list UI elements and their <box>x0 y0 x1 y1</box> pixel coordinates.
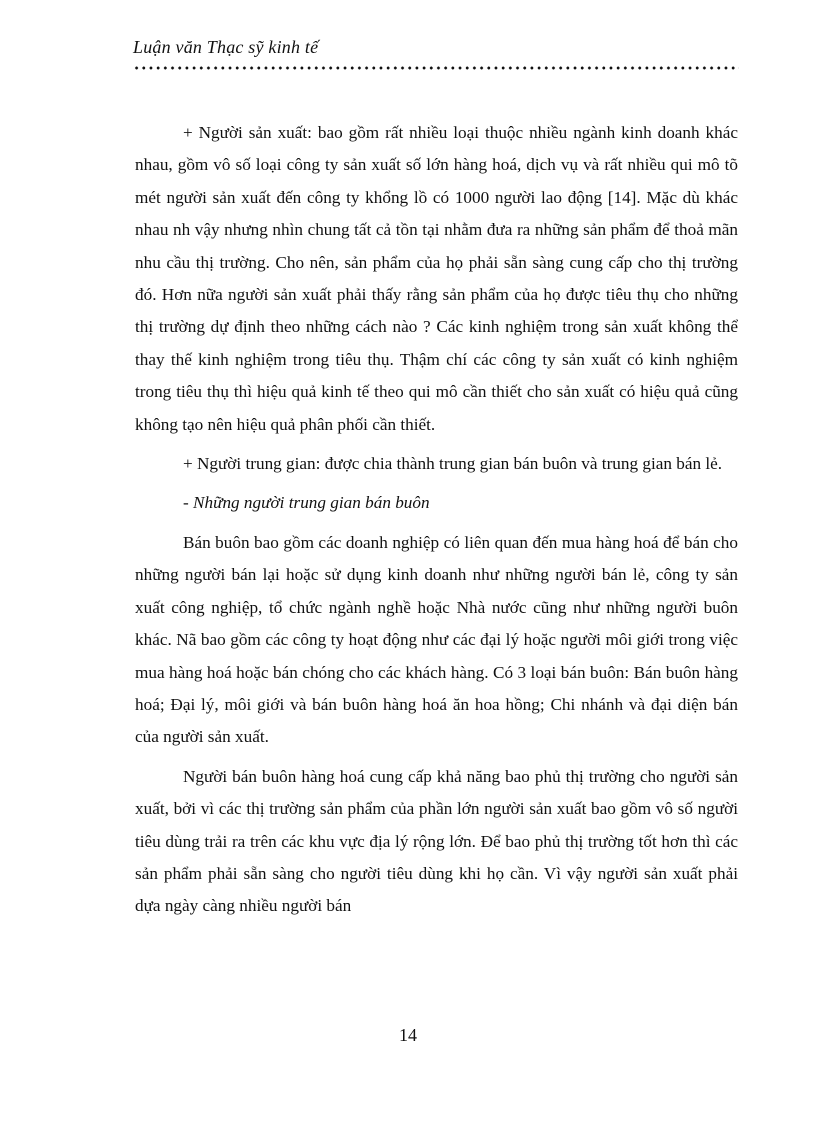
document-title: Luận văn Thạc sỹ kinh tế <box>133 37 319 57</box>
paragraph-intermediaries: + Người trung gian: được chia thành trung gian bán buôn và trung gian bán lẻ. <box>183 454 723 474</box>
page-header <box>133 36 743 70</box>
dotted-divider <box>133 66 739 70</box>
paragraph-merchant-wholesalers: Người bán buôn hàng hoá cung cấp khả năng bao phủ thị trường cho người sản xuất, bởi vì các thị trường sản phẩm của phần lớn người sản xuất bao gồm vô số người tiêu dùng trải ra trên các khu vực địa lý rộng lớn. Để bao phủ thị trường tốt hơn thì các sản phẩm phải sẵn sàng cho người tiêu dùng khi họ cần. Vì vậy người sản xuất phải dựa ngày càng nhiều người bán <box>135 766 738 916</box>
page-number: 14 <box>399 1025 417 1045</box>
paragraph-wholesale: Bán buôn bao gồm các doanh nghiệp có liên quan đến mua hàng hoá để bán cho những người bán lại hoặc sử dụng kinh doanh như những người bán lẻ, công ty sản xuất công nghiệp, tổ chức ngành nghề hoặc Nhà nước cũng như những người buôn khác. Nã bao gồm các công ty hoạt động như các đại lý hoặc người môi giới trong việc mua hàng hoá hoặc bán chóng cho các khách hàng. Có 3 loại bán buôn: Bán buôn hàng hoá; Đại lý, môi giới và bán buôn hàng hoá ăn hoa hồng; Chi nhánh và đại diện bán của người sản xuất. <box>135 532 738 747</box>
paragraph-producers: + Người sản xuất: bao gồm rất nhiều loại thuộc nhiều ngành kinh doanh khác nhau, gồm vô số loại công ty sản xuất số lớn hàng hoá, dịch vụ và rất nhiều qui mô tõ mét người sản xuất đến công ty khổng lồ có 1000 người lao động [14]. Mặc dù khác nhau nh vậy nhưng nhìn chung tất cả tồn tại nhằm đưa ra những sản phẩm để thoả mãn nhu cầu thị trường. Cho nên, sản phẩm của họ phải sẵn sàng cung cấp cho thị trường đó. Hơn nữa người sản xuất phải thấy rằng sản phẩm của họ được tiêu thụ cho những thị trường dự định theo những cách nào ? Các kinh nghiệm trong sản xuất không thể thay thế kinh nghiệm trong tiêu thụ. Thậm chí các công ty sản xuất có kinh nghiệm trong tiêu thụ thì hiệu quả kinh tế theo qui mô cần thiết cho sản xuất có hiệu quả cũng không tạo nên hiệu quả phân phối cần thiết. <box>135 123 738 434</box>
subheading-wholesale-intermediaries: - Những người trung gian bán buôn <box>183 493 430 513</box>
body-text <box>135 117 738 923</box>
